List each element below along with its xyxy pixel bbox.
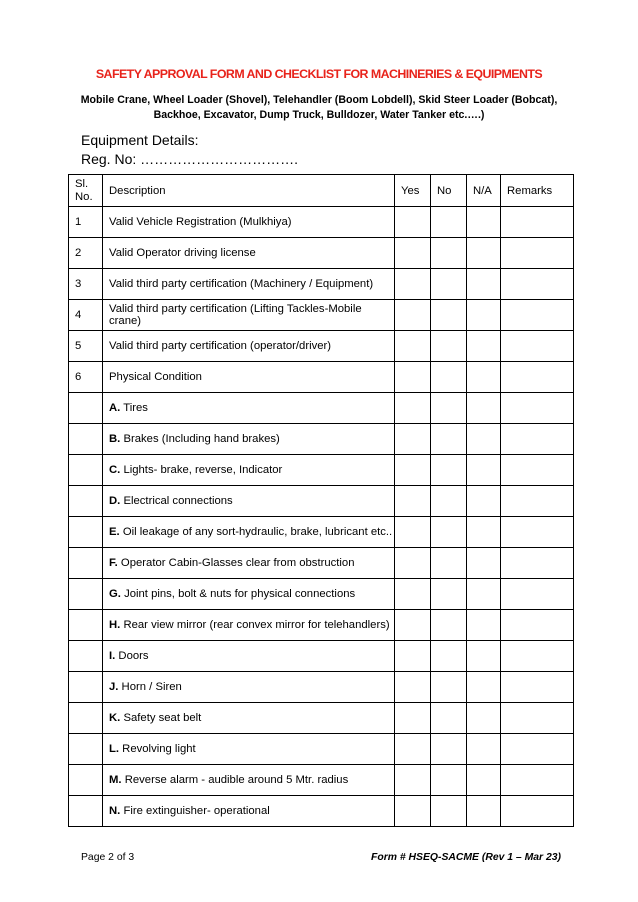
remarks-cell[interactable] [501,734,574,765]
item-text: Fire extinguisher- operational [120,805,270,817]
row-description [103,517,395,548]
row-description [103,641,395,672]
remarks-cell[interactable] [501,548,574,579]
header-no: No [431,175,467,207]
item-letter: J. [109,681,119,693]
na-cell[interactable] [467,424,501,455]
table-row [69,517,574,548]
na-cell[interactable] [467,331,501,362]
table-row [69,672,574,703]
remarks-cell[interactable] [501,765,574,796]
yes-cell[interactable] [395,424,431,455]
table-row [69,610,574,641]
table-row [69,455,574,486]
item-letter: M. [109,774,122,786]
remarks-cell[interactable] [501,641,574,672]
na-cell[interactable] [467,672,501,703]
no-cell[interactable] [431,455,467,486]
table-row [69,393,574,424]
row-description [103,672,395,703]
na-cell[interactable] [467,486,501,517]
yes-cell[interactable] [395,610,431,641]
item-text: Valid third party certification (operator/driver) [109,340,332,352]
no-cell[interactable] [431,579,467,610]
row-description [103,362,395,393]
item-letter: K. [109,712,121,724]
equipment-list-subtitle [60,93,578,123]
item-text: Lights- brake, reverse, Indicator [120,464,283,476]
row-description [103,269,395,300]
row-sl-no [69,455,103,486]
item-letter: F. [109,557,118,569]
row-description [103,486,395,517]
table-row [69,703,574,734]
yes-cell[interactable] [395,331,431,362]
item-letter: H. [109,619,121,631]
yes-cell[interactable] [395,734,431,765]
row-sl-no: 5 [69,331,103,362]
item-letter: I. [109,650,116,662]
subtitle-line-2: Backhoe, Excavator, Dump Truck, Bulldozer, Water Tanker etc.….) [153,109,485,121]
checklist-body [69,175,574,827]
no-cell[interactable] [431,703,467,734]
remarks-cell[interactable] [501,300,574,331]
row-sl-no [69,548,103,579]
yes-cell[interactable] [395,765,431,796]
table-row [69,331,574,362]
row-sl-no: 3 [69,269,103,300]
item-letter: D. [109,495,121,507]
header-yes: Yes [395,175,431,207]
no-cell[interactable] [431,424,467,455]
row-sl-no [69,734,103,765]
table-row [69,238,574,269]
yes-cell[interactable] [395,362,431,393]
no-cell[interactable] [431,734,467,765]
header-na: N/A [467,175,501,207]
row-sl-no [69,641,103,672]
header-sl-line1: Sl. [75,177,89,190]
item-text: Rear view mirror (rear convex mirror for telehandlers) [120,619,390,631]
row-description [103,455,395,486]
no-cell[interactable] [431,362,467,393]
remarks-cell[interactable] [501,207,574,238]
yes-cell[interactable] [395,517,431,548]
item-letter: G. [109,588,121,600]
remarks-cell[interactable] [501,269,574,300]
header-remarks: Remarks [501,175,574,207]
yes-cell[interactable] [395,703,431,734]
remarks-cell[interactable] [501,362,574,393]
na-cell[interactable] [467,610,501,641]
remarks-cell[interactable] [501,393,574,424]
remarks-cell[interactable] [501,424,574,455]
item-text: Safety seat belt [120,712,202,724]
item-text: Revolving light [119,743,196,755]
yes-cell[interactable] [395,455,431,486]
item-letter: N. [109,805,121,817]
row-sl-no: 6 [69,362,103,393]
table-row [69,207,574,238]
yes-cell[interactable] [395,300,431,331]
row-sl-no [69,672,103,703]
table-row [69,796,574,827]
table-row [69,548,574,579]
table-row [69,486,574,517]
table-header-row [69,175,574,207]
no-cell[interactable] [431,331,467,362]
no-cell[interactable] [431,641,467,672]
no-cell[interactable] [431,517,467,548]
no-cell[interactable] [431,269,467,300]
na-cell[interactable] [467,734,501,765]
yes-cell[interactable] [395,672,431,703]
item-text: Operator Cabin-Glasses clear from obstruction [117,557,355,569]
no-cell[interactable] [431,796,467,827]
na-cell[interactable] [467,548,501,579]
row-sl-no [69,486,103,517]
row-sl-no: 2 [69,238,103,269]
row-description [103,300,395,331]
subtitle-line-1: Mobile Crane, Wheel Loader (Shovel), Telehandler (Boom Lobdell), Skid Steer Loader (Bobcat), [80,94,558,106]
checklist-table [68,174,574,827]
table-row [69,765,574,796]
table-row [69,579,574,610]
na-cell[interactable] [467,517,501,548]
row-sl-no [69,424,103,455]
yes-cell[interactable] [395,796,431,827]
yes-cell[interactable] [395,269,431,300]
equipment-details-label: Equipment Details: [81,132,199,148]
row-description [103,393,395,424]
yes-cell[interactable] [395,207,431,238]
row-sl-no: 4 [69,300,103,331]
reg-no-field[interactable]: Reg. No: ……………………………. [81,151,299,167]
item-text: Valid third party certification (Lifting Tackles-Mobile crane) [109,303,362,327]
item-text: Tires [120,402,148,414]
row-description [103,610,395,641]
no-cell[interactable] [431,672,467,703]
row-sl-no [69,610,103,641]
item-text: Valid Operator driving license [109,247,256,259]
remarks-cell[interactable] [501,796,574,827]
yes-cell[interactable] [395,579,431,610]
item-letter: L. [109,743,120,755]
yes-cell[interactable] [395,548,431,579]
row-description [103,207,395,238]
item-text: Oil leakage of any sort-hydraulic, brake, lubricant etc.. [119,526,393,538]
item-letter: A. [109,402,121,414]
row-description [103,548,395,579]
no-cell[interactable] [431,610,467,641]
row-sl-no: 1 [69,207,103,238]
remarks-cell[interactable] [501,455,574,486]
item-letter: C. [109,464,121,476]
remarks-cell[interactable] [501,486,574,517]
row-description [103,703,395,734]
equipment-details-section [81,131,298,169]
header-sl-no [69,175,103,207]
remarks-cell[interactable] [501,331,574,362]
table-row [69,269,574,300]
row-description [103,424,395,455]
na-cell[interactable] [467,455,501,486]
row-sl-no [69,393,103,424]
no-cell[interactable] [431,393,467,424]
item-text: Horn / Siren [118,681,182,693]
item-text: Electrical connections [120,495,233,507]
item-text: Physical Condition [109,371,202,383]
header-sl-line2: No. [75,190,93,203]
row-sl-no [69,765,103,796]
row-description [103,238,395,269]
remarks-cell[interactable] [501,703,574,734]
row-description [103,734,395,765]
item-letter: B. [109,433,121,445]
row-description [103,765,395,796]
yes-cell[interactable] [395,486,431,517]
item-text: Doors [115,650,149,662]
table-row [69,641,574,672]
remarks-cell[interactable] [501,610,574,641]
na-cell[interactable] [467,300,501,331]
na-cell[interactable] [467,641,501,672]
yes-cell[interactable] [395,238,431,269]
item-text: Valid Vehicle Registration (Mulkhiya) [109,216,292,228]
table-row [69,362,574,393]
remarks-cell[interactable] [501,672,574,703]
yes-cell[interactable] [395,641,431,672]
table-row [69,424,574,455]
row-sl-no [69,703,103,734]
table-row [69,300,574,331]
na-cell[interactable] [467,207,501,238]
remarks-cell[interactable] [501,579,574,610]
item-text: Brakes (Including hand brakes) [120,433,280,445]
na-cell[interactable] [467,238,501,269]
na-cell[interactable] [467,703,501,734]
na-cell[interactable] [467,362,501,393]
no-cell[interactable] [431,548,467,579]
header-description: Description [103,175,395,207]
page-number: Page 2 of 3 [81,852,135,863]
no-cell[interactable] [431,300,467,331]
row-sl-no [69,579,103,610]
row-sl-no [69,796,103,827]
na-cell[interactable] [467,579,501,610]
row-sl-no [69,517,103,548]
no-cell[interactable] [431,486,467,517]
yes-cell[interactable] [395,393,431,424]
item-text: Valid third party certification (Machinery / Equipment) [109,278,374,290]
no-cell[interactable] [431,765,467,796]
table-row [69,734,574,765]
row-description [103,331,395,362]
na-cell[interactable] [467,269,501,300]
no-cell[interactable] [431,207,467,238]
na-cell[interactable] [467,765,501,796]
item-text: Reverse alarm - audible around 5 Mtr. radius [121,774,349,786]
na-cell[interactable] [467,796,501,827]
row-description [103,796,395,827]
na-cell[interactable] [467,393,501,424]
remarks-cell[interactable] [501,238,574,269]
item-text: Joint pins, bolt & nuts for physical connections [120,588,356,600]
form-title: SAFETY APPROVAL FORM AND CHECKLIST FOR MACHINERIES & EQUIPMENTS [95,67,543,81]
row-description [103,579,395,610]
form-number: Form # HSEQ-SACME (Rev 1 – Mar 23) [371,852,561,863]
no-cell[interactable] [431,238,467,269]
item-letter: E. [109,526,120,538]
remarks-cell[interactable] [501,517,574,548]
